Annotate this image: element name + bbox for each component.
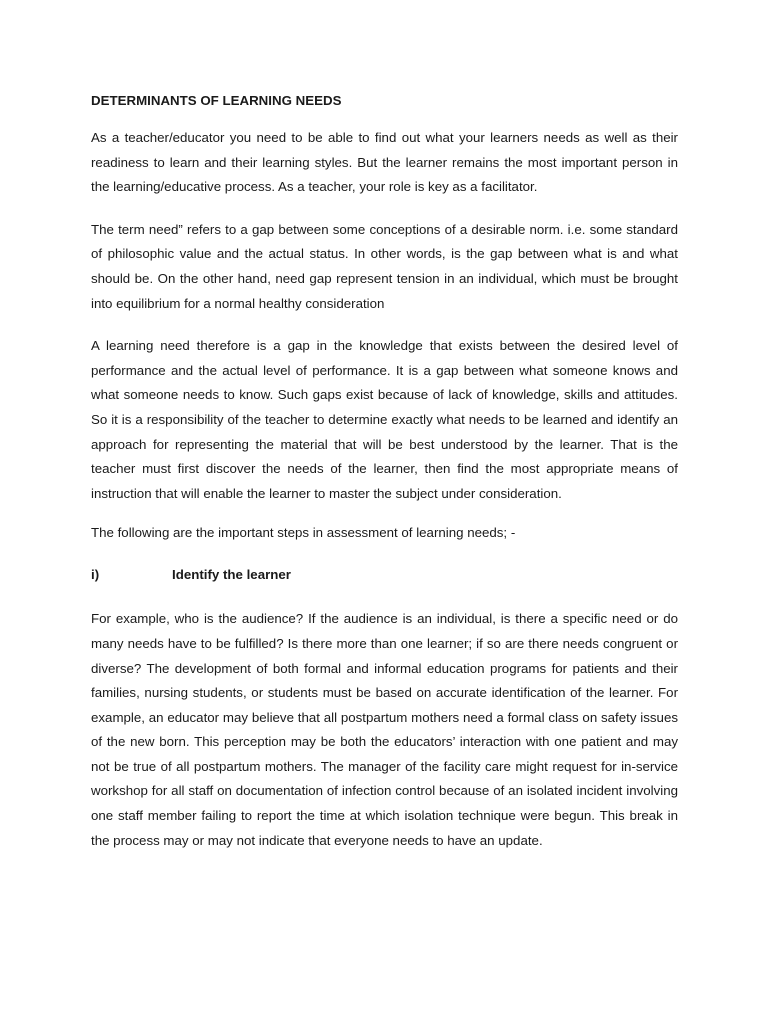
step-number: i) — [91, 567, 100, 583]
step-title: Identify the learner — [172, 567, 291, 583]
document-title: DETERMINANTS OF LEARNING NEEDS — [91, 93, 342, 108]
paragraph-identify-learner: For example, who is the audience? If the audience is an individual, is there a specific need or do many needs have to be fulfilled? Is there more than one learner; if so are there needs congruent or diverse? The development of both formal and informal education programs for patients and their families, nursing students, or students must be based on accurate identification of the learner. For example, an educator may believe that all postpartum mothers need a formal class on safety issues of the new born. This perception may be both the educators’ interaction with one patient and may not be true of all postpartum mothers. The manager of the facility care might request for in-service workshop for all staff on documentation of infection control because of an isolated incident involving one staff member failing to report the time at which isolation technique were begun. This break in the process may or may not indicate that everyone needs to have an update. — [91, 611, 678, 848]
paragraph-intro: As a teacher/educator you need to be able to find out what your learners needs as well as their readiness to learn and their learning styles. But the learner remains the most important person in the learning/educative process. As a teacher, your role is key as a facilitator. — [91, 130, 678, 195]
paragraph-term-need: The term need” refers to a gap between some conceptions of a desirable norm. i.e. some standard of philosophic value and the actual status. In other words, is the gap between what is and what should be. On the other hand, need gap represent tension in an individual, which must be brought into equilibrium for a normal healthy consideration — [91, 221, 678, 311]
document-page — [91, 92, 678, 871]
step-heading-identify-learner — [91, 566, 678, 584]
steps-intro: The following are the important steps in assessment of learning needs; - — [91, 525, 516, 541]
paragraph-learning-need: A learning need therefore is a gap in the knowledge that exists between the desired level of performance and the actual level of performance. It is a gap between what someone knows and what someone needs to know. Such gaps exist because of lack of knowledge, skills and attitudes. So it is a responsibility of the teacher to determine exactly what needs to be learned and identify an approach for representing the material that will be best understood by the learner. That is the teacher must first discover the needs of the learner, then find the most appropriate means of instruction that will enable the learner to master the subject under consideration. — [91, 338, 678, 501]
